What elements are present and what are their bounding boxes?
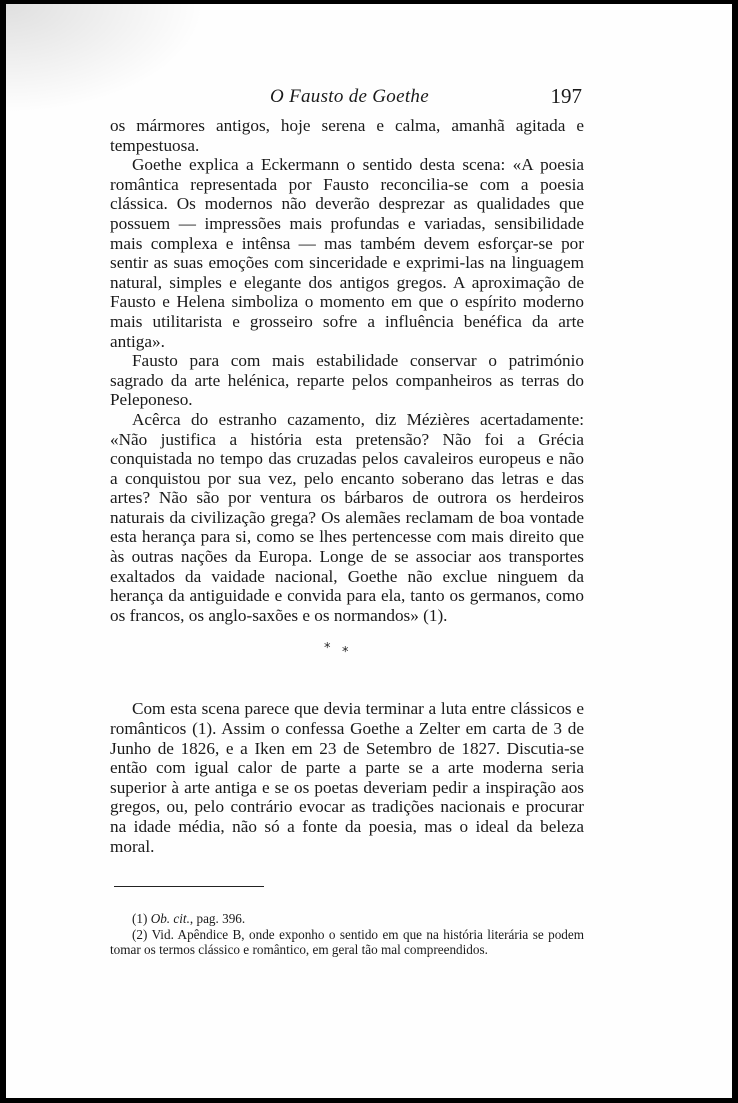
section-break: [110, 625, 584, 699]
body-text: [110, 116, 584, 625]
paragraph-mezieres: Acêrca do estranho cazamento, diz Mézières acertadamente: «Não justifica a história esta pretensão? Não foi a Grécia conquistada no tempo das cruzadas pelos cavaleiros europeus e não a conquistou por sua vez, pelo encanto soberano das letras e das artes? Não são por ventura os bárbaros de outrora os herdeiros naturais da civilização grega? Os alemães reclamam de boa vontade esta herança para si, como se lhes pertencesse com mais direito que às outras nações da Europa. Longe de se associar aos transportes exaltados da vaidade nacional, Goethe não exclue ninguem da herança da antiguidade e convida para ela, tanto os germanos, como os francos, os anglo-saxões e os normandos» (1).: [110, 409, 584, 625]
book-page: [110, 82, 584, 957]
footnote-text: , pag. 396.: [189, 911, 246, 927]
footnotes: [110, 911, 584, 957]
paragraph-classicos: Com esta scena parece que devia terminar a luta entre clássicos e românticos (1). Assim o confessa Goethe a Zelter em carta de 3 de Junho de 1826, e a Iken em 23 de Setembro de 1827. Discutia-se então com igual calor de parte a parte se a arte moderna seria superior à arte antiga e se os poetas deveriam pedir a inspiração aos gregos, ou, pelo contrário evocar as tradições nacionais e procurar na idade média, não só a fonte da poesia, mas o ideal da beleza moral.: [110, 699, 584, 856]
running-head: [110, 82, 584, 116]
footnote-label: (1): [132, 911, 148, 927]
footnote-divider: [114, 886, 264, 887]
footnote-1: [110, 911, 584, 926]
section-break-mark: *: [342, 645, 349, 661]
paragraph-fausto: Fausto para com mais estabilidade conservar o património sagrado da arte helénica, reparte pelos companheiros as terras do Peleponeso.: [110, 351, 584, 410]
footnote-text: Vid. Apêndice B, onde exponho o sentido em que na história literária se podem tomar os termos clássico e romântico, em geral tão mal compreendidos.: [110, 926, 584, 957]
footnote-2: [110, 927, 584, 958]
body-text-second-section: [110, 699, 584, 856]
running-title: O Fausto de Goethe: [270, 86, 429, 107]
section-break-mark: *: [324, 641, 331, 657]
footnote-label: (2): [132, 926, 148, 942]
footnote-source: Ob. cit.: [150, 911, 190, 927]
page-number: 197: [550, 84, 582, 108]
paragraph-eckermann: Goethe explica a Eckermann o sentido desta scena: «A poesia romântica representada por Fausto reconcilia-se com a poesia clássica. Os modernos não deverão desprezar as qualidades que possuem — impressões mais profundas e variadas, sensibilidade mais complexa e intênsa — mas também devem esforçar-se por sentir as suas emoções com sinceridade e exprimi-las na linguagem natural, simples e elegante dos antigos gregos. A aproximação de Fausto e Helena simboliza o momento em que o espírito moderno mais utilitarista e grosseiro sofre a influência benéfica da arte antiga».: [110, 155, 584, 351]
paragraph-continuation: os mármores antigos, hoje serena e calma, amanhã agitada e tempestuosa.: [110, 116, 584, 155]
